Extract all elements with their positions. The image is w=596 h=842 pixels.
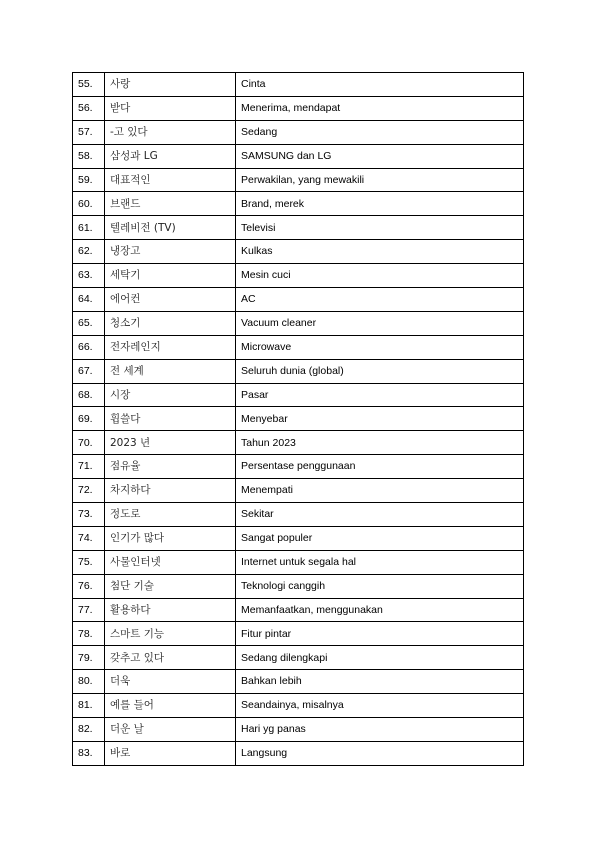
indonesian-translation: Memanfaatkan, menggunakan <box>236 598 524 622</box>
table-row <box>73 335 524 359</box>
indonesian-translation: Persentase penggunaan <box>236 455 524 479</box>
indonesian-translation: Brand, merek <box>236 192 524 216</box>
indonesian-translation: Seluruh dunia (global) <box>236 359 524 383</box>
row-number: 74. <box>73 526 105 550</box>
korean-term: 받다 <box>105 96 236 120</box>
table-row <box>73 694 524 718</box>
korean-term: 텔레비전 (TV) <box>105 216 236 240</box>
row-number: 73. <box>73 503 105 527</box>
korean-term: 전자레인지 <box>105 335 236 359</box>
table-row <box>73 526 524 550</box>
row-number: 56. <box>73 96 105 120</box>
row-number: 76. <box>73 574 105 598</box>
indonesian-translation: Cinta <box>236 73 524 97</box>
indonesian-translation: Sedang <box>236 120 524 144</box>
table-row <box>73 359 524 383</box>
table-row <box>73 216 524 240</box>
korean-term: -고 있다 <box>105 120 236 144</box>
table-row <box>73 670 524 694</box>
korean-term: 활용하다 <box>105 598 236 622</box>
table-row <box>73 622 524 646</box>
table-row <box>73 574 524 598</box>
row-number: 75. <box>73 550 105 574</box>
table-row <box>73 718 524 742</box>
indonesian-translation: Sekitar <box>236 503 524 527</box>
row-number: 62. <box>73 240 105 264</box>
indonesian-translation: Internet untuk segala hal <box>236 550 524 574</box>
indonesian-translation: Menempati <box>236 479 524 503</box>
korean-term: 더운 날 <box>105 718 236 742</box>
korean-term: 휩쓸다 <box>105 407 236 431</box>
row-number: 55. <box>73 73 105 97</box>
indonesian-translation: Tahun 2023 <box>236 431 524 455</box>
indonesian-translation: Microwave <box>236 335 524 359</box>
row-number: 69. <box>73 407 105 431</box>
indonesian-translation: Fitur pintar <box>236 622 524 646</box>
table-row <box>73 407 524 431</box>
row-number: 70. <box>73 431 105 455</box>
korean-term: 바로 <box>105 741 236 765</box>
row-number: 78. <box>73 622 105 646</box>
table-row <box>73 455 524 479</box>
table-row <box>73 311 524 335</box>
indonesian-translation: Mesin cuci <box>236 264 524 288</box>
table-row <box>73 240 524 264</box>
table-row <box>73 550 524 574</box>
indonesian-translation: Menyebar <box>236 407 524 431</box>
korean-term: 갖추고 있다 <box>105 646 236 670</box>
korean-term: 정도로 <box>105 503 236 527</box>
row-number: 68. <box>73 383 105 407</box>
row-number: 59. <box>73 168 105 192</box>
korean-term: 더욱 <box>105 670 236 694</box>
korean-term: 인기가 많다 <box>105 526 236 550</box>
korean-term: 전 세계 <box>105 359 236 383</box>
table-row <box>73 73 524 97</box>
korean-term: 에어컨 <box>105 288 236 312</box>
korean-term: 예를 들어 <box>105 694 236 718</box>
indonesian-translation: Perwakilan, yang mewakili <box>236 168 524 192</box>
table-row <box>73 646 524 670</box>
korean-term: 시장 <box>105 383 236 407</box>
indonesian-translation: Pasar <box>236 383 524 407</box>
vocabulary-table-body <box>73 73 524 766</box>
table-row <box>73 96 524 120</box>
row-number: 80. <box>73 670 105 694</box>
indonesian-translation: SAMSUNG dan LG <box>236 144 524 168</box>
table-row <box>73 144 524 168</box>
row-number: 63. <box>73 264 105 288</box>
table-row <box>73 431 524 455</box>
table-row <box>73 479 524 503</box>
row-number: 60. <box>73 192 105 216</box>
korean-term: 사물인터넷 <box>105 550 236 574</box>
row-number: 65. <box>73 311 105 335</box>
korean-term: 대표적인 <box>105 168 236 192</box>
row-number: 81. <box>73 694 105 718</box>
korean-term: 냉장고 <box>105 240 236 264</box>
row-number: 79. <box>73 646 105 670</box>
table-row <box>73 288 524 312</box>
indonesian-translation: Sangat populer <box>236 526 524 550</box>
row-number: 83. <box>73 741 105 765</box>
indonesian-translation: Vacuum cleaner <box>236 311 524 335</box>
row-number: 82. <box>73 718 105 742</box>
indonesian-translation: Televisi <box>236 216 524 240</box>
row-number: 66. <box>73 335 105 359</box>
indonesian-translation: Seandainya, misalnya <box>236 694 524 718</box>
korean-term: 스마트 기능 <box>105 622 236 646</box>
table-row <box>73 264 524 288</box>
korean-term: 청소기 <box>105 311 236 335</box>
korean-term: 차지하다 <box>105 479 236 503</box>
vocabulary-table <box>72 72 524 766</box>
korean-term: 사랑 <box>105 73 236 97</box>
indonesian-translation: Langsung <box>236 741 524 765</box>
row-number: 61. <box>73 216 105 240</box>
row-number: 71. <box>73 455 105 479</box>
table-row <box>73 598 524 622</box>
korean-term: 세탁기 <box>105 264 236 288</box>
table-row <box>73 168 524 192</box>
indonesian-translation: Kulkas <box>236 240 524 264</box>
table-row <box>73 192 524 216</box>
korean-term: 첨단 기술 <box>105 574 236 598</box>
korean-term: 2023 년 <box>105 431 236 455</box>
korean-term: 삼성과 LG <box>105 144 236 168</box>
row-number: 77. <box>73 598 105 622</box>
indonesian-translation: Hari yg panas <box>236 718 524 742</box>
korean-term: 점유율 <box>105 455 236 479</box>
row-number: 64. <box>73 288 105 312</box>
indonesian-translation: AC <box>236 288 524 312</box>
indonesian-translation: Teknologi canggih <box>236 574 524 598</box>
indonesian-translation: Bahkan lebih <box>236 670 524 694</box>
table-row <box>73 741 524 765</box>
table-row <box>73 383 524 407</box>
indonesian-translation: Menerima, mendapat <box>236 96 524 120</box>
indonesian-translation: Sedang dilengkapi <box>236 646 524 670</box>
row-number: 57. <box>73 120 105 144</box>
row-number: 58. <box>73 144 105 168</box>
table-row <box>73 120 524 144</box>
table-row <box>73 503 524 527</box>
row-number: 67. <box>73 359 105 383</box>
row-number: 72. <box>73 479 105 503</box>
korean-term: 브랜드 <box>105 192 236 216</box>
